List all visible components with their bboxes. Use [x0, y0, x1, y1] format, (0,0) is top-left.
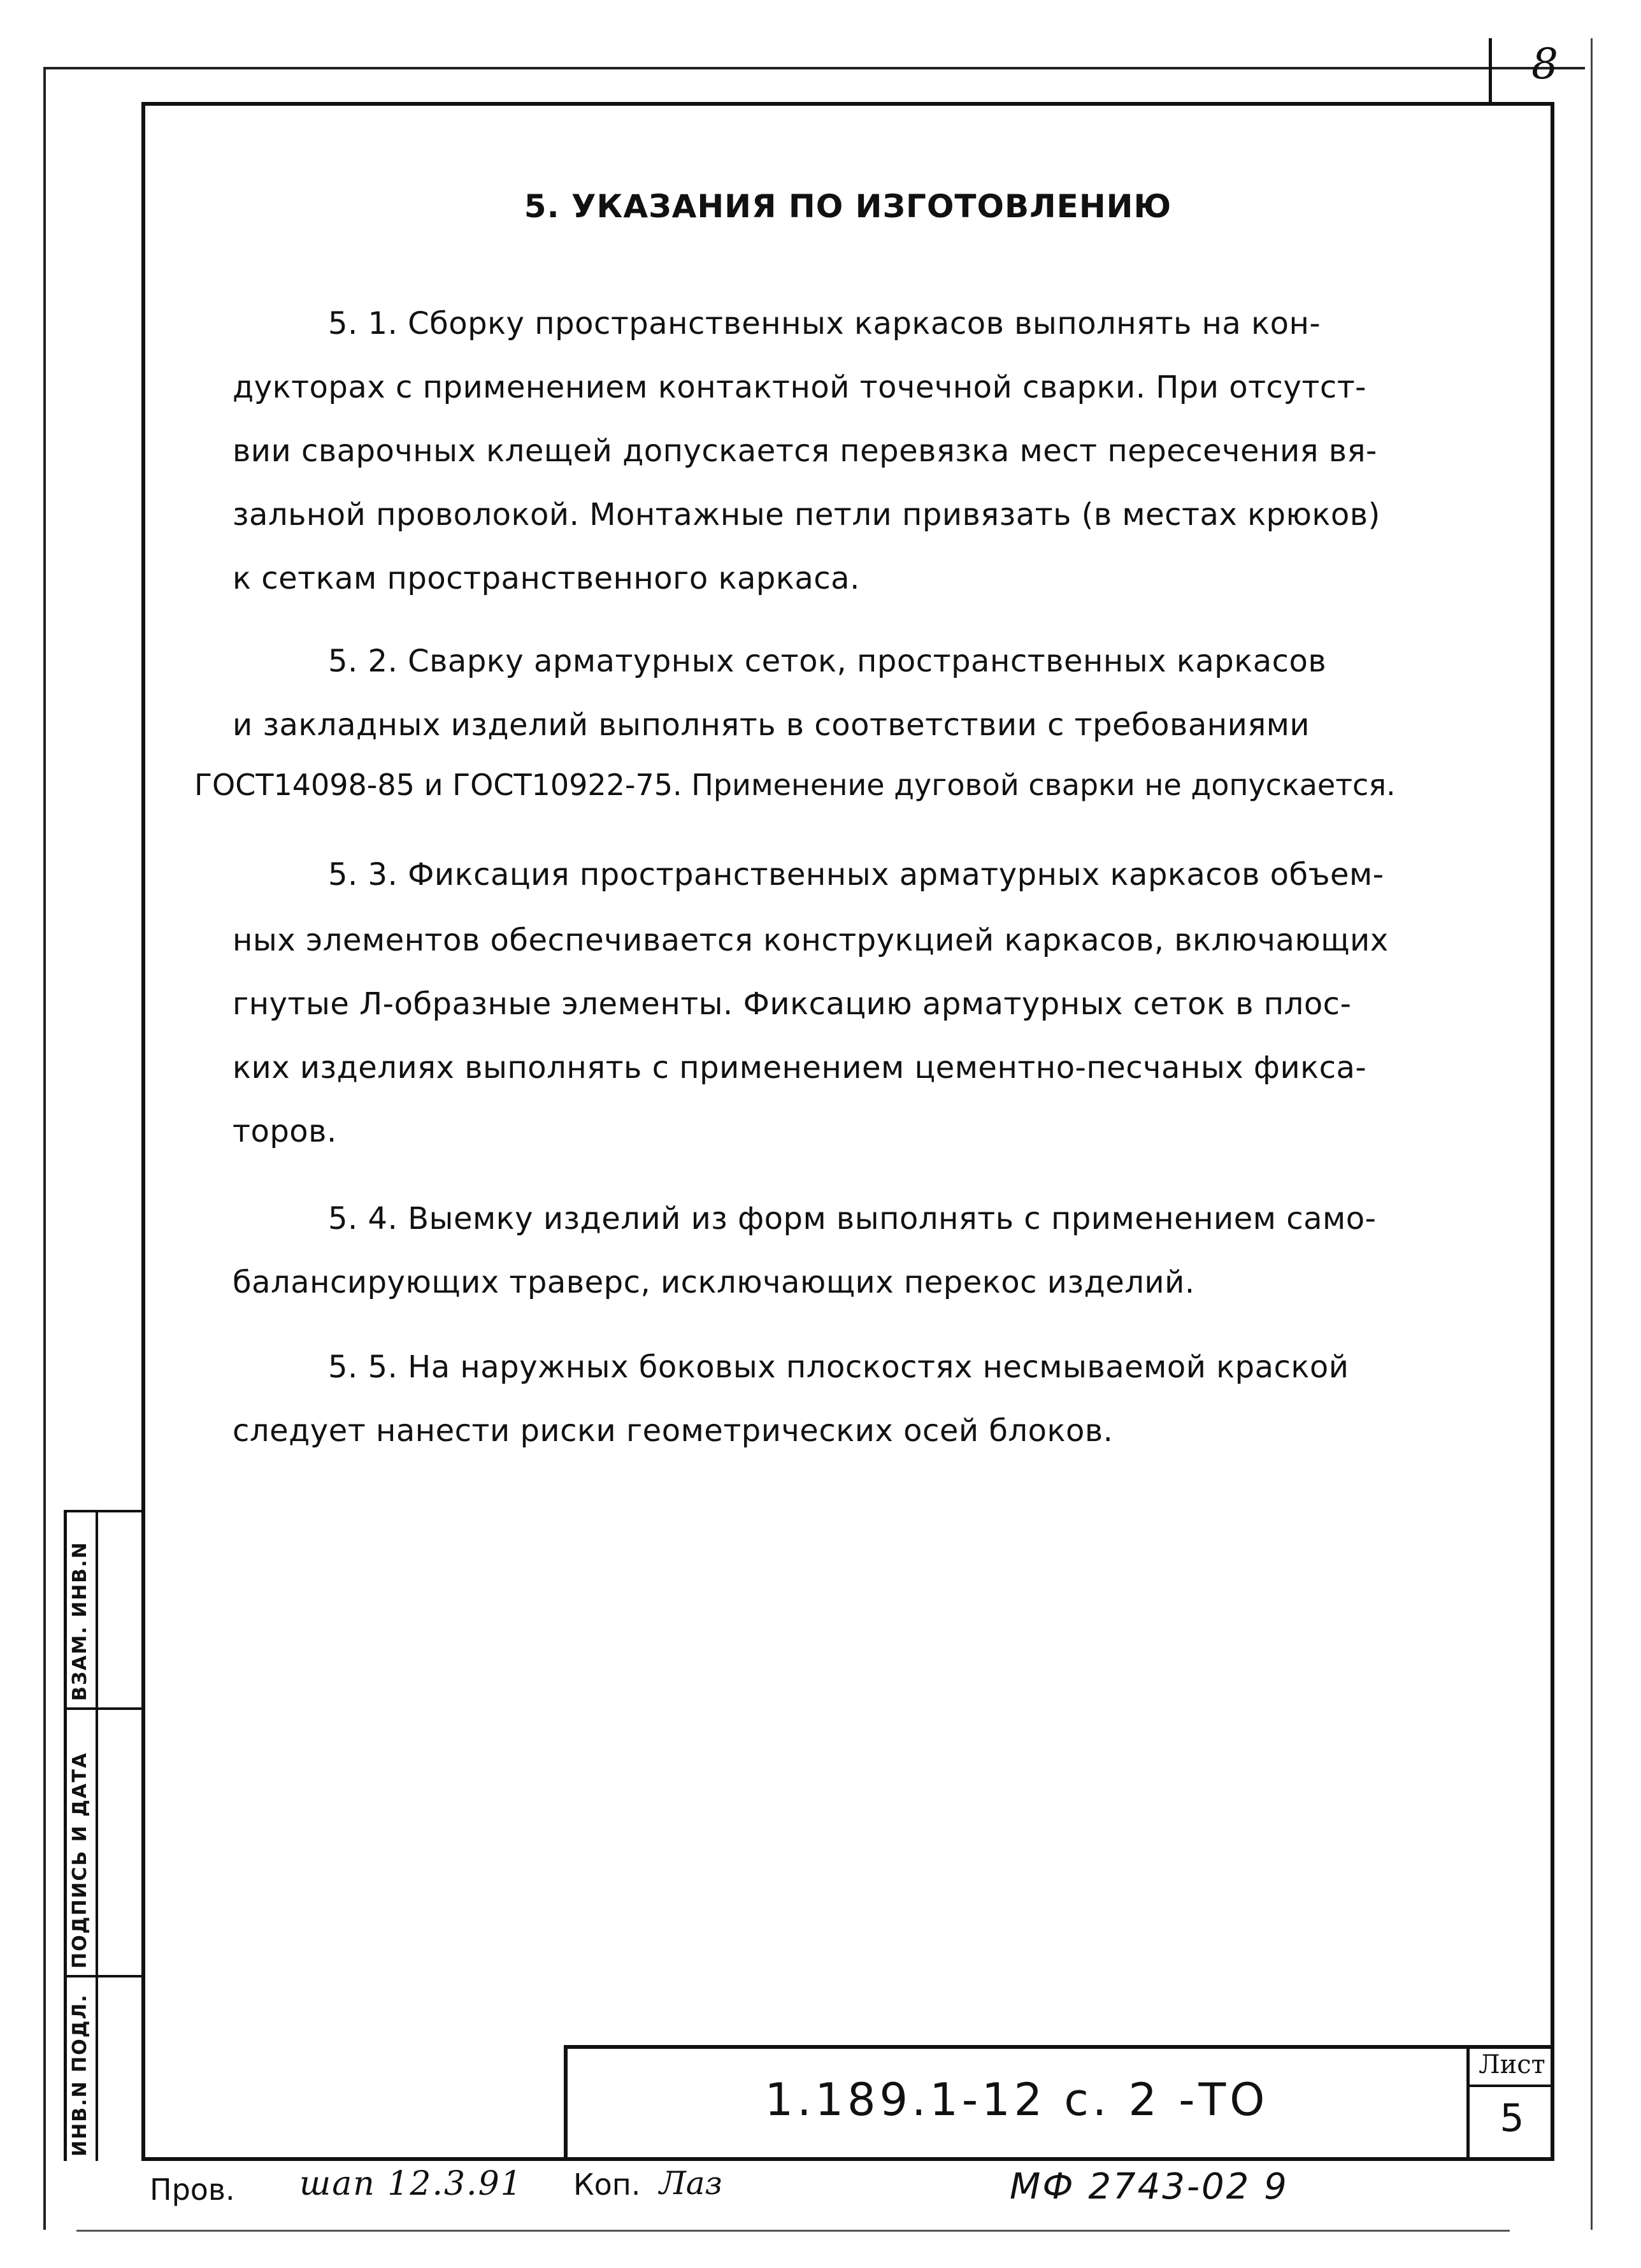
footer-copy-signature: Лаз — [659, 2165, 722, 2202]
paragraph-5-3-line-1: 5. 3. Фиксация пространственных арматурных каркасов объем- — [328, 857, 1384, 893]
footer-checker-signature: шап 12.3.91 — [299, 2165, 523, 2203]
paragraph-5-1-line-2: дукторах с применением контактной точечной сварки. При отсутст- — [233, 370, 1366, 405]
paragraph-5-3-line-4: ких изделиях выполнять с применением цементно-песчаных фикса- — [233, 1050, 1367, 1086]
strip-divider-1 — [64, 1707, 141, 1710]
paragraph-5-1-line-4: зальной проволокой. Монтажные петли привязать (в местах крюков) — [233, 497, 1380, 533]
bottom-border-line — [76, 2230, 1510, 2232]
page-frame — [141, 102, 1554, 2161]
section-title: 5. УКАЗАНИЯ ПО ИЗГОТОВЛЕНИЮ — [524, 188, 1172, 225]
strip-label-original-inventory: ИНВ.N ПОДЛ. — [69, 1993, 91, 2157]
sheet-label: Лист — [1479, 2050, 1545, 2079]
strip-column-divider — [96, 1510, 98, 2161]
strip-label-replacement-inventory: ВЗАМ. ИНВ.N — [69, 1541, 91, 1701]
strip-divider-top — [64, 1510, 141, 1512]
paragraph-5-4-line-2: балансирующих траверс, исключающих перекос изделий. — [233, 1265, 1195, 1300]
paragraph-5-1-line-3: вии сварочных клещей допускается перевязка мест пересечения вя- — [233, 433, 1377, 469]
document-code: 1.189.1-12 с. 2 -ТО — [764, 2074, 1269, 2126]
paragraph-5-1-line-1: 5. 1. Сборку пространственных каркасов выполнять на кон- — [328, 306, 1321, 341]
strip-label-signature-date: ПОДПИСЬ И ДАТА — [69, 1751, 91, 1969]
paragraph-5-3-line-5: торов. — [233, 1114, 337, 1149]
paragraph-5-3-line-3: гнутые Л-образные элементы. Фиксацию арматурных сеток в плос- — [233, 986, 1352, 1022]
sheet-label-underline — [1470, 2085, 1554, 2087]
right-edge-line — [1591, 38, 1593, 2230]
sheet-number: 5 — [1500, 2096, 1524, 2141]
paragraph-5-3-line-2: ных элементов обеспечивается конструкцией каркасов, включающих — [233, 922, 1389, 958]
paragraph-5-2-line-2: и закладных изделий выполнять в соответствии с требованиями — [233, 707, 1310, 743]
paragraph-5-5-line-1: 5. 5. На наружных боковых плоскостях несмываемой краской — [328, 1349, 1349, 1385]
paragraph-5-5-line-2: следует нанести риски геометрических осей блоков. — [233, 1413, 1114, 1449]
paragraph-5-4-line-1: 5. 4. Выемку изделий из форм выполнять с применением само- — [328, 1201, 1377, 1237]
footer-copy-label: Коп. — [573, 2167, 641, 2202]
paragraph-5-1-line-5: к сеткам пространственного каркаса. — [233, 561, 860, 596]
top-tab-number: 8 — [1531, 39, 1558, 89]
paragraph-5-2-line-1: 5. 2. Сварку арматурных сеток, пространственных каркасов — [328, 643, 1327, 679]
footer-checked-label: Пров. — [150, 2172, 235, 2207]
footer-archive-number: МФ 2743-02 9 — [1010, 2166, 1289, 2207]
strip-divider-2 — [64, 1975, 141, 1977]
paragraph-5-2-line-3: ГОСТ14098-85 и ГОСТ10922-75. Применение дуговой сварки не допускается. — [194, 768, 1396, 802]
